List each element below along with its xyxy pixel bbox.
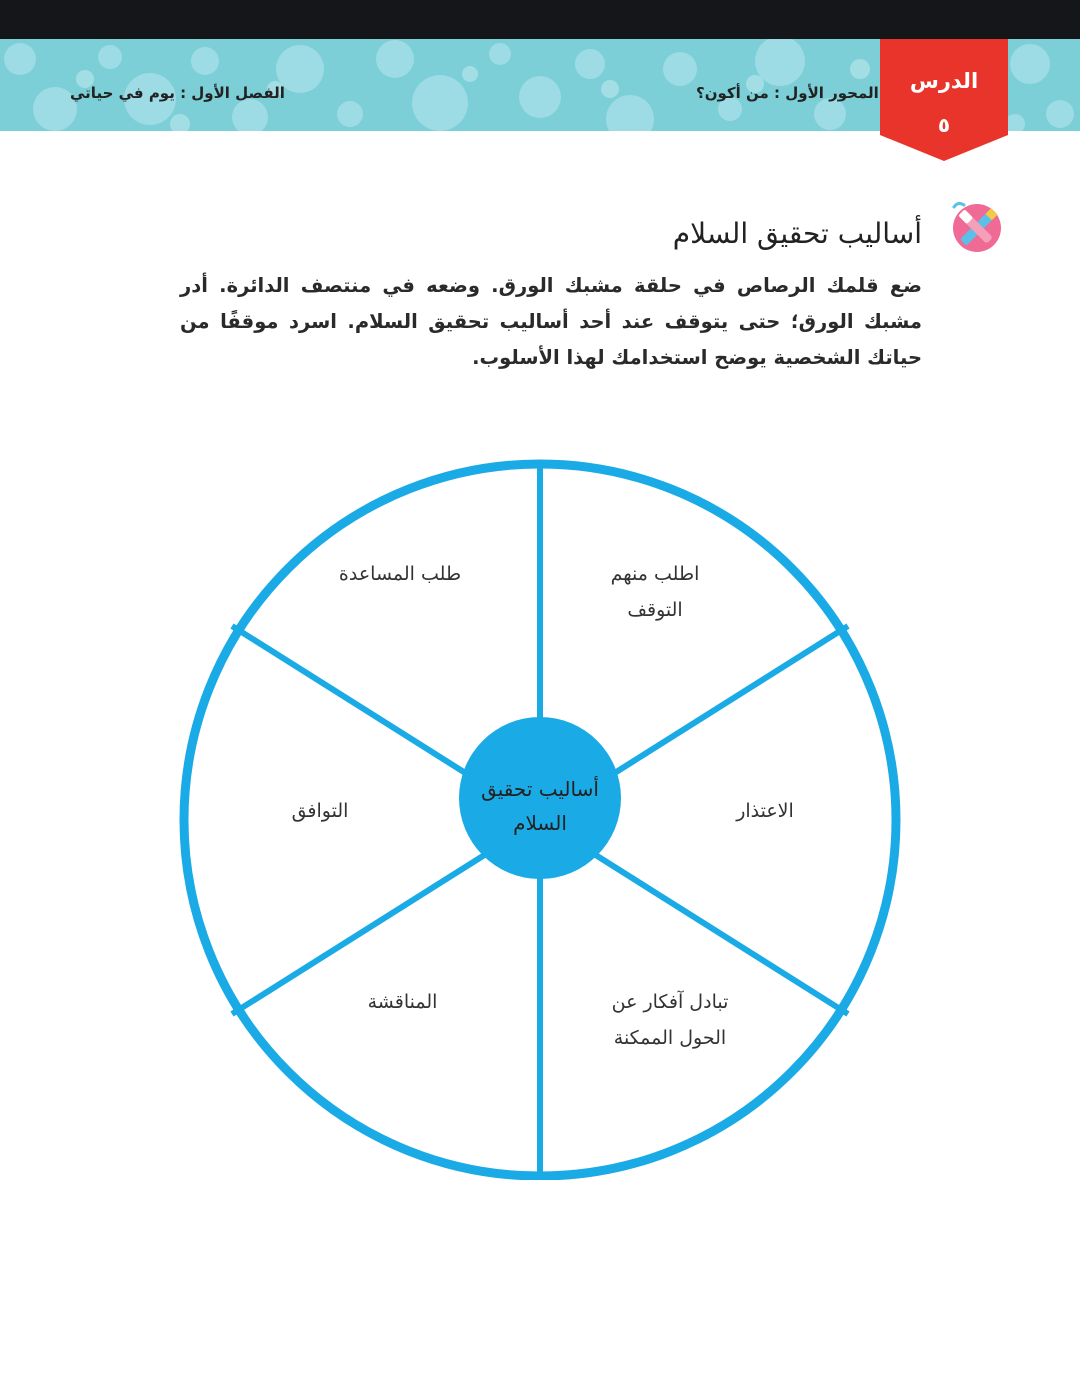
lesson-tag — [880, 39, 1008, 161]
segment-line: التوقف — [627, 599, 683, 621]
segment-line: طلب المساعدة — [338, 563, 462, 585]
segment-compromise — [245, 793, 395, 829]
center-line-2: السلام — [513, 811, 567, 835]
segment-exchange-ideas — [570, 984, 770, 1056]
center-line-1: أساليب تحقيق — [481, 777, 599, 801]
instructions-paragraph: ضع قلمك الرصاص في حلقة مشبك الورق. وضعه في منتصف الدائرة. أدر مشبك الورق؛ حتى يتوقف عند أحد أساليب تحقيق السلام. اسرد موقفًا من حياتك الشخصية يوضح استخدامك لهذا الأسلوب. — [180, 274, 922, 369]
lesson-number: ٥ — [937, 113, 951, 137]
pencil-eraser-icon — [946, 197, 1004, 255]
chapter-title: الفصل الأول : يوم في حياتي — [70, 84, 285, 102]
segment-discussion — [320, 984, 485, 1020]
section-title: أساليب تحقيق السلام — [672, 217, 922, 250]
segment-stop-request — [560, 556, 750, 628]
segment-line: الاعتذار — [736, 800, 794, 822]
lesson-label: الدرس — [909, 69, 979, 93]
segment-ask-for-help — [305, 556, 495, 592]
axis-title: المحور الأول : من أكون؟ — [696, 84, 879, 102]
segment-line: المناقشة — [367, 991, 438, 1013]
wheel-center-label — [440, 772, 640, 840]
segment-apology — [690, 793, 840, 829]
segment-line: الحول الممكنة — [613, 1027, 727, 1049]
segment-line: اطلب منهم — [610, 563, 700, 585]
segment-line: التوافق — [291, 800, 349, 822]
status-bar — [0, 0, 1080, 39]
segment-line: تبادل آفكار عن — [611, 991, 729, 1013]
